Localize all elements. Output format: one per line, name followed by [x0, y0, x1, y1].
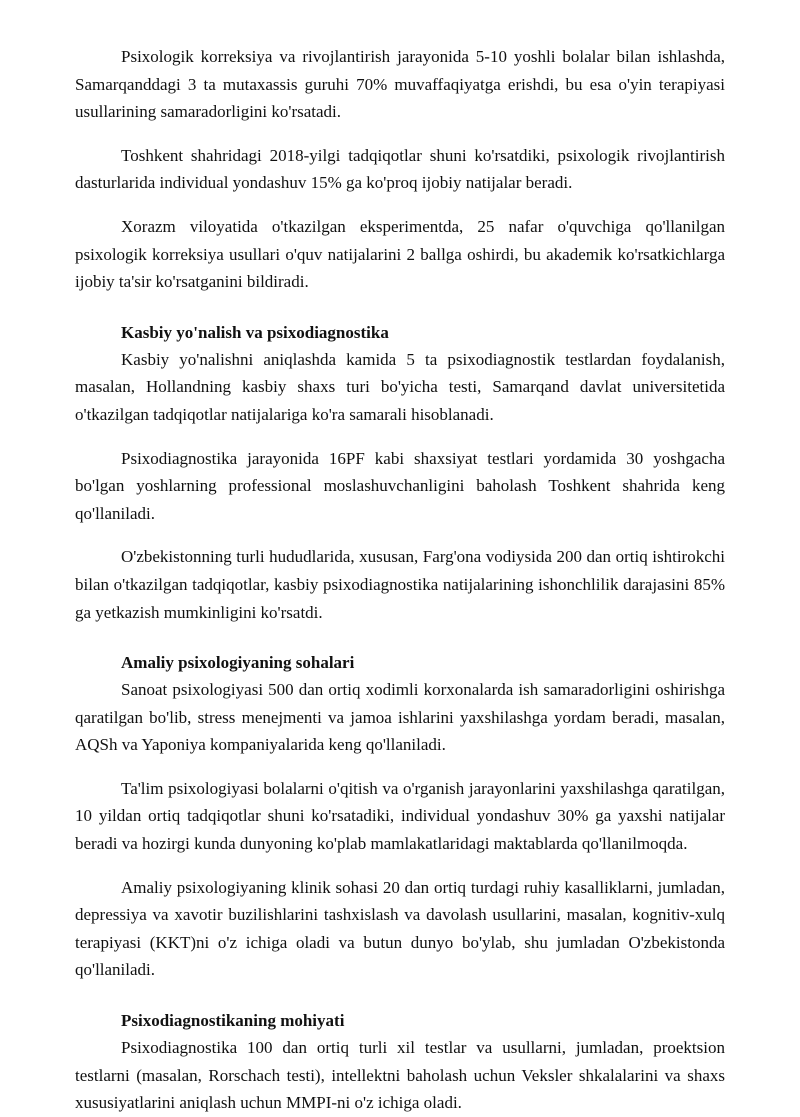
paragraph-intro-3: Xorazm viloyatida o'tkazilgan eksperimentda, 25 nafar o'quvchiga qo'llanilgan psixologik korreksiya usullari o'quv natijalarini 2 ballga oshirdi, bu akademik ko'rsatkichlarga ijobiy ta'sir ko'rsatganini bildiradi. [75, 216, 725, 292]
paragraph-intro-2: Toshkent shahridagi 2018-yilgi tadqiqotlar shuni ko'rsatdiki, psixologik rivojlantirish dasturlarida individual yondashuv 15% ga ko'proq ijobiy natijalar beradi. [75, 145, 725, 193]
paragraph-amaliy-2: Ta'lim psixologiyasi bolalarni o'qitish va o'rganish jarayonlarini yaxshilashga qaratilgan, 10 yildan ortiq tadqiqotlar shuni ko'rsatadiki, individual yondashuv 30% ga yaxshi natijalar beradi va hozirgi kunda dunyoning ko'plab mamlakatlaridagi maktablarda qo'llanilmoqda. [75, 778, 725, 854]
section-heading-mohiyati: Psixodiagnostikaning mohiyati [121, 1011, 345, 1031]
section-heading-amaliy: Amaliy psixologiyaning sohalari [121, 653, 355, 673]
section-heading-kasbiy: Kasbiy yo'nalish va psixodiagnostika [121, 322, 389, 342]
paragraph-kasbiy-2: Psixodiagnostika jarayonida 16PF kabi shaxsiyat testlari yordamida 30 yoshgacha bo'lgan yoshlarning professional moslashuvchanligini baholash Toshkent shahrida keng qo'llaniladi. [75, 448, 725, 523]
paragraph-kasbiy-3: O'zbekistonning turli hududlarida, xususan, Farg'ona vodiysida 200 dan ortiq ishtirokchi bilan o'tkazilgan tadqiqotlar, kasbiy psixodiagnostika natijalarining ishonchlilik darajasini 85% ga yetkazish mumkinligini ko'rsatdi. [75, 547, 725, 622]
paragraph-intro-1: Psixologik korreksiya va rivojlantirish jarayonida 5-10 yoshli bolalar bilan ishlashda, Samarqanddagi 3 ta mutaxassis guruhi 70% muvaffaqiyatga erishdi, bu esa o'yin terapiyasi usullarining samaradorligini ko'rsatadi. [75, 47, 725, 122]
paragraph-kasbiy-1: Kasbiy yo'nalishni aniqlashda kamida 5 ta psixodiagnostik testlardan foydalanish, masalan, Hollandning kasbiy shaxs turi bo'yicha testi, Samarqand davlat universitetida o'tkazilgan tadqiqotlar natijalariga ko'ra samarali hisoblanadi. [75, 349, 725, 424]
paragraph-mohiyati-1: Psixodiagnostika 100 dan ortiq turli xil testlar va usullarni, jumladan, proektsion testlarni (masalan, Rorschach testi), intellektni baholash uchun Veksler shkalalarini va shaxs xususiyatlarini aniqlash uchun MMPI-ni o'z ichiga oladi. [75, 1038, 725, 1113]
paragraph-amaliy-1: Sanoat psixologiyasi 500 dan ortiq xodimli korxonalarda ish samaradorligini oshirishga qaratilgan bo'lib, stress menejmenti va jamoa ishlarini yaxshilashga yordam beradi, masalan, AQSh va Yaponiya kompaniyalarida keng qo'llaniladi. [75, 680, 725, 755]
paragraph-amaliy-3: Amaliy psixologiyaning klinik sohasi 20 dan ortiq turdagi ruhiy kasalliklarni, jumladan, depressiya va xavotir buzilishlarini tashxislash va davolash usullarini, masalan, kognitiv-xulq terapiyasi (KKT)ni o'z ichiga oladi va butun dunyo bo'ylab, shu jumladan O'zbekistonda qo'llaniladi. [75, 877, 725, 980]
